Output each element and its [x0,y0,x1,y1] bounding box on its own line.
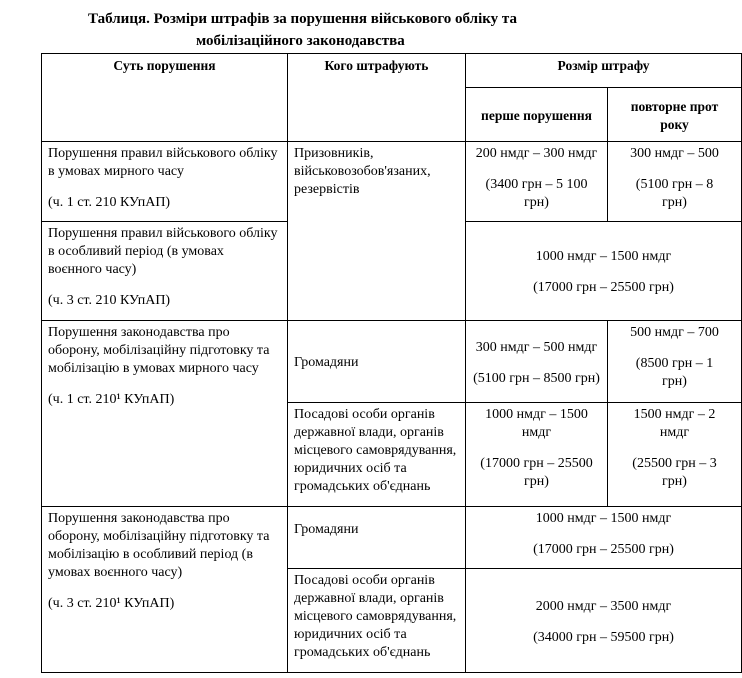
header-who: Кого штрафують [288,54,466,142]
r4-officials-fine: 2000 нмдг – 3500 нмдг (34000 грн – 59500 грн) [466,569,742,673]
r3-citizens: Громадяни [288,321,466,403]
r3-officials-repeat: 1500 нмдг – 2 нмдг (25500 грн – 3 грн) [608,403,742,507]
title-line-1: Таблиця. Розміри штрафів за порушення військового обліку та [88,11,517,27]
r2-fine: 1000 нмдг – 1500 нмдг (17000 грн – 25500 грн) [466,222,742,321]
header-essence: Суть порушення [42,54,288,142]
header-first-violation: перше порушення [466,88,608,142]
r4-citizens: Громадяни [288,507,466,569]
r3-essence: Порушення законодавства про оборону, мобілізаційну підготовку та мобілізацію в умовах мирного часу (ч. 1 ст. 210¹ КУпАП) [42,321,288,507]
fines-table [41,53,742,673]
table-row [42,321,742,403]
r3-citizens-first: 300 нмдг – 500 нмдг (5100 грн – 8500 грн) [466,321,608,403]
header-repeat-violation: повторне прот року [608,88,742,142]
header-fine-size: Розмір штрафу [466,54,742,88]
r1-repeat: 300 нмдг – 500 (5100 грн – 8 грн) [608,142,742,222]
r1-who: Призовників, військовозобов'язаних, резервістів [288,142,466,321]
r4-citizens-fine: 1000 нмдг – 1500 нмдг (17000 грн – 25500 грн) [466,507,742,569]
table-row [42,507,742,569]
title-line-2: мобілізаційного законодавства [196,33,405,49]
r3-citizens-repeat: 500 нмдг – 700 (8500 грн – 1 грн) [608,321,742,403]
r4-officials: Посадові особи органів державної влади, органів місцевого самоврядування, юридичних осіб та громадських об'єднань [288,569,466,673]
r3-officials: Посадові особи органів державної влади, органів місцевого самоврядування, юридичних осіб та громадських об'єднань [288,403,466,507]
r4-essence: Порушення законодавства про оборону, мобілізаційну підготовку та мобілізацію в особливий період (в умовах воєнного часу) (ч. 3 ст. 210¹ КУпАП) [42,507,288,673]
r2-essence: Порушення правил військового обліку в особливий період (в умовах воєнного часу) (ч. 3 ст. 210 КУпАП) [42,222,288,321]
r1-first: 200 нмдг – 300 нмдг (3400 грн – 5 100 грн) [466,142,608,222]
table-row [42,142,742,222]
r3-officials-first: 1000 нмдг – 1500 нмдг (17000 грн – 25500 грн) [466,403,608,507]
r1-essence: Порушення правил військового обліку в умовах мирного часу (ч. 1 ст. 210 КУпАП) [42,142,288,222]
